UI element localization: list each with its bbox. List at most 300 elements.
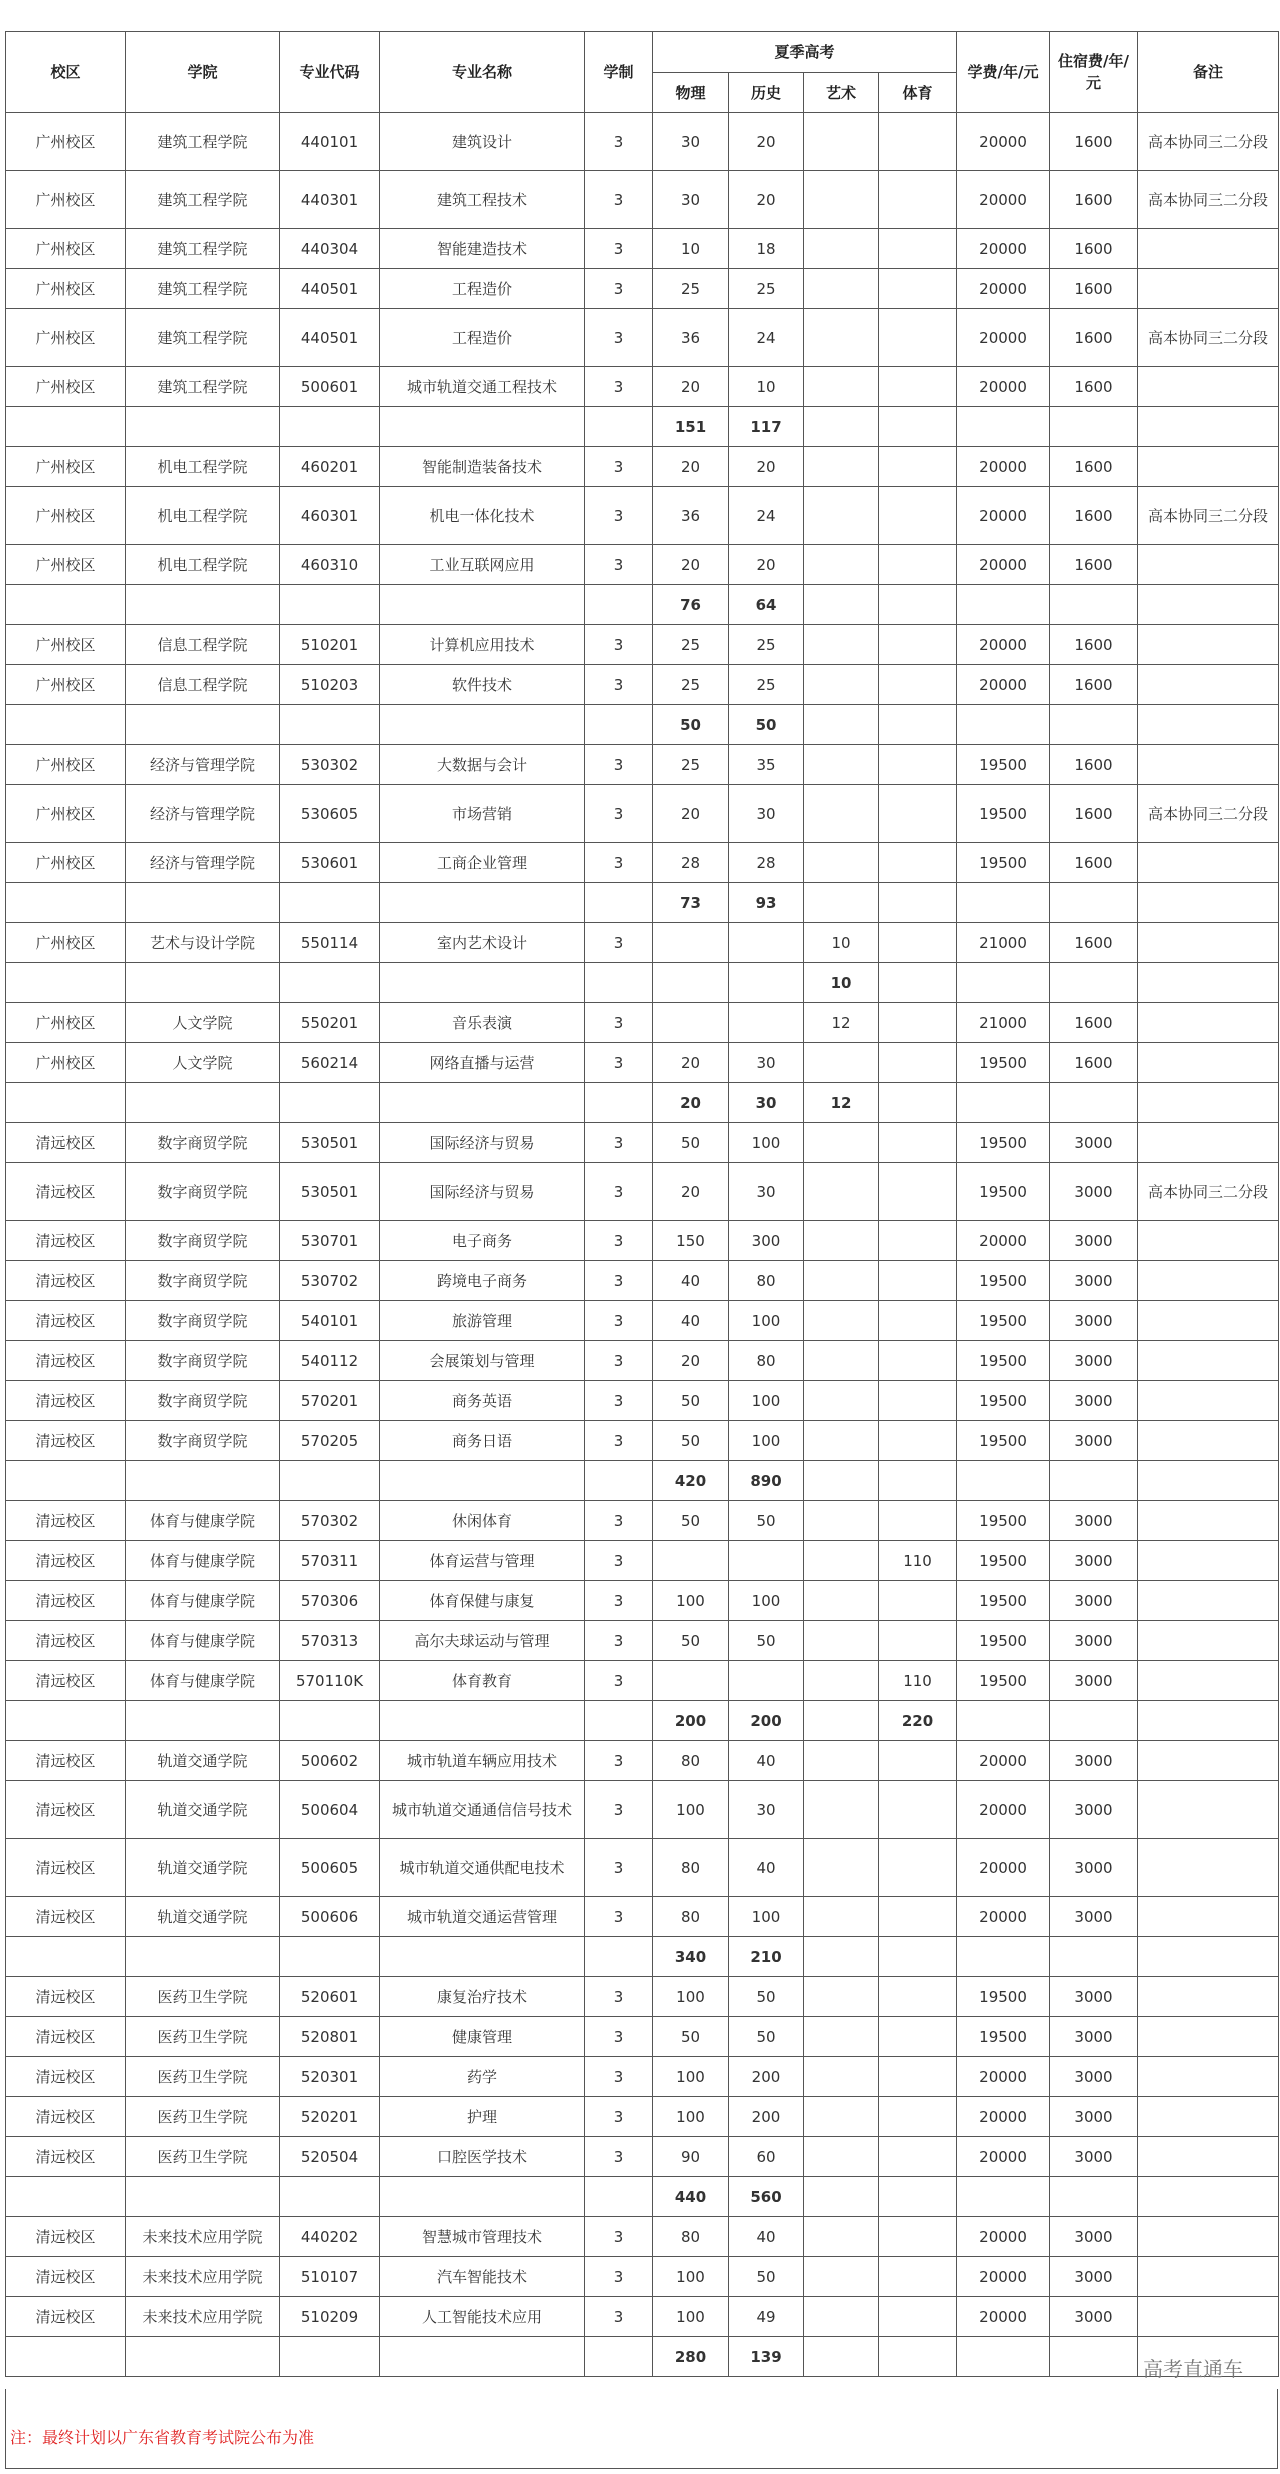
table-row <box>6 2217 1279 2257</box>
cell-college: 机电工程学院 <box>126 487 280 545</box>
cell-history <box>729 963 804 1003</box>
cell-years <box>585 1937 653 1977</box>
cell-college: 医药卫生学院 <box>126 1977 280 2017</box>
cell-tuition: 20000 <box>957 625 1050 665</box>
cell-history: 30 <box>729 1043 804 1083</box>
cell-years: 3 <box>585 665 653 705</box>
cell-major: 国际经济与贸易 <box>380 1123 585 1163</box>
cell-code: 520801 <box>280 2017 380 2057</box>
cell-major <box>380 1083 585 1123</box>
cell-art <box>804 2337 879 2377</box>
cell-college <box>126 585 280 625</box>
cell-tuition: 20000 <box>957 309 1050 367</box>
cell-dorm <box>1050 963 1138 1003</box>
cell-major: 护理 <box>380 2097 585 2137</box>
cell-years: 3 <box>585 269 653 309</box>
cell-physics: 36 <box>653 309 729 367</box>
cell-college: 轨道交通学院 <box>126 1741 280 1781</box>
cell-physics: 90 <box>653 2137 729 2177</box>
cell-sport <box>879 407 957 447</box>
cell-sport <box>879 1003 957 1043</box>
cell-history: 25 <box>729 665 804 705</box>
cell-history: 28 <box>729 843 804 883</box>
table-row <box>6 487 1279 545</box>
table-row <box>6 113 1279 171</box>
cell-dorm: 3000 <box>1050 1221 1138 1261</box>
cell-college: 数字商贸学院 <box>126 1163 280 1221</box>
cell-history: 200 <box>729 1701 804 1741</box>
table-row <box>6 1781 1279 1839</box>
cell-major: 城市轨道交通工程技术 <box>380 367 585 407</box>
cell-years: 3 <box>585 1741 653 1781</box>
cell-tuition <box>957 2337 1050 2377</box>
cell-code: 570201 <box>280 1381 380 1421</box>
cell-sport <box>879 269 957 309</box>
cell-major: 会展策划与管理 <box>380 1341 585 1381</box>
cell-college: 数字商贸学院 <box>126 1341 280 1381</box>
cell-code: 500602 <box>280 1741 380 1781</box>
cell-art <box>804 1163 879 1221</box>
cell-years: 3 <box>585 2097 653 2137</box>
cell-years <box>585 883 653 923</box>
cell-tuition: 20000 <box>957 269 1050 309</box>
cell-campus: 清远校区 <box>6 1221 126 1261</box>
cell-remark <box>1138 545 1279 585</box>
cell-code <box>280 1461 380 1501</box>
cell-remark <box>1138 1341 1279 1381</box>
cell-art: 10 <box>804 923 879 963</box>
cell-history <box>729 1541 804 1581</box>
cell-history: 100 <box>729 1301 804 1341</box>
cell-college: 体育与健康学院 <box>126 1621 280 1661</box>
header-tuition: 学费/年/元 <box>957 32 1050 113</box>
table-row <box>6 171 1279 229</box>
cell-remark <box>1138 1661 1279 1701</box>
cell-history: 25 <box>729 269 804 309</box>
cell-history: 50 <box>729 1977 804 2017</box>
cell-remark <box>1138 1301 1279 1341</box>
cell-tuition: 20000 <box>957 171 1050 229</box>
cell-art <box>804 1221 879 1261</box>
cell-years: 3 <box>585 1781 653 1839</box>
subtotal-row <box>6 2337 1279 2377</box>
cell-remark <box>1138 705 1279 745</box>
cell-sport <box>879 1741 957 1781</box>
cell-history: 139 <box>729 2337 804 2377</box>
cell-major: 计算机应用技术 <box>380 625 585 665</box>
cell-campus: 广州校区 <box>6 269 126 309</box>
cell-remark <box>1138 1621 1279 1661</box>
table-row <box>6 545 1279 585</box>
footnote <box>5 2389 1278 2469</box>
cell-campus: 清远校区 <box>6 2297 126 2337</box>
cell-campus: 广州校区 <box>6 171 126 229</box>
cell-art <box>804 1839 879 1897</box>
cell-dorm: 1600 <box>1050 447 1138 487</box>
cell-remark <box>1138 407 1279 447</box>
cell-dorm: 1600 <box>1050 785 1138 843</box>
cell-sport <box>879 883 957 923</box>
cell-college <box>126 1937 280 1977</box>
cell-tuition: 19500 <box>957 1123 1050 1163</box>
table-row <box>6 1221 1279 1261</box>
cell-remark <box>1138 625 1279 665</box>
cell-dorm: 3000 <box>1050 2257 1138 2297</box>
cell-years: 3 <box>585 447 653 487</box>
cell-years: 3 <box>585 1661 653 1701</box>
cell-years <box>585 1461 653 1501</box>
table-body <box>6 113 1279 2377</box>
cell-sport <box>879 1123 957 1163</box>
cell-years: 3 <box>585 1839 653 1897</box>
cell-major: 城市轨道交通通信信号技术 <box>380 1781 585 1839</box>
cell-art <box>804 447 879 487</box>
cell-remark <box>1138 585 1279 625</box>
cell-tuition: 20000 <box>957 665 1050 705</box>
cell-sport <box>879 843 957 883</box>
cell-art <box>804 2177 879 2217</box>
cell-dorm <box>1050 1083 1138 1123</box>
cell-sport <box>879 487 957 545</box>
cell-sport <box>879 1461 957 1501</box>
cell-code: 500604 <box>280 1781 380 1839</box>
cell-history: 93 <box>729 883 804 923</box>
cell-campus: 广州校区 <box>6 229 126 269</box>
cell-physics: 200 <box>653 1701 729 1741</box>
cell-campus: 清远校区 <box>6 1301 126 1341</box>
cell-years: 3 <box>585 113 653 171</box>
cell-art <box>804 407 879 447</box>
cell-physics: 25 <box>653 625 729 665</box>
cell-campus <box>6 2337 126 2377</box>
cell-campus: 清远校区 <box>6 2137 126 2177</box>
cell-sport <box>879 963 957 1003</box>
cell-history: 30 <box>729 1083 804 1123</box>
cell-physics <box>653 963 729 1003</box>
cell-art <box>804 1501 879 1541</box>
cell-campus: 广州校区 <box>6 923 126 963</box>
cell-code: 530605 <box>280 785 380 843</box>
cell-history: 300 <box>729 1221 804 1261</box>
cell-sport <box>879 1897 957 1937</box>
cell-code: 520301 <box>280 2057 380 2097</box>
cell-dorm: 1600 <box>1050 843 1138 883</box>
cell-major: 城市轨道交通运营管理 <box>380 1897 585 1937</box>
cell-major: 室内艺术设计 <box>380 923 585 963</box>
cell-major: 工程造价 <box>380 309 585 367</box>
cell-dorm: 3000 <box>1050 1541 1138 1581</box>
cell-history <box>729 1003 804 1043</box>
cell-major: 软件技术 <box>380 665 585 705</box>
table-row <box>6 367 1279 407</box>
cell-major: 商务日语 <box>380 1421 585 1461</box>
cell-code <box>280 963 380 1003</box>
header-physics: 物理 <box>653 73 729 113</box>
cell-art: 12 <box>804 1003 879 1043</box>
cell-sport <box>879 2057 957 2097</box>
cell-years <box>585 963 653 1003</box>
cell-art <box>804 785 879 843</box>
cell-tuition: 20000 <box>957 2297 1050 2337</box>
table-row <box>6 2297 1279 2337</box>
cell-art <box>804 309 879 367</box>
cell-dorm: 3000 <box>1050 1261 1138 1301</box>
cell-campus <box>6 1937 126 1977</box>
cell-years <box>585 2337 653 2377</box>
cell-history <box>729 923 804 963</box>
cell-major: 高尔夫球运动与管理 <box>380 1621 585 1661</box>
cell-dorm: 3000 <box>1050 1781 1138 1839</box>
subtotal-row <box>6 1461 1279 1501</box>
cell-college: 信息工程学院 <box>126 665 280 705</box>
cell-dorm <box>1050 1461 1138 1501</box>
cell-history: 20 <box>729 447 804 487</box>
cell-tuition: 19500 <box>957 1341 1050 1381</box>
cell-physics: 100 <box>653 2097 729 2137</box>
cell-code: 530702 <box>280 1261 380 1301</box>
cell-code: 440304 <box>280 229 380 269</box>
cell-sport <box>879 785 957 843</box>
cell-sport <box>879 171 957 229</box>
cell-college: 医药卫生学院 <box>126 2137 280 2177</box>
cell-tuition: 20000 <box>957 447 1050 487</box>
cell-tuition: 20000 <box>957 1839 1050 1897</box>
cell-college: 数字商贸学院 <box>126 1301 280 1341</box>
cell-tuition: 20000 <box>957 2217 1050 2257</box>
cell-remark <box>1138 1977 1279 2017</box>
cell-campus <box>6 2177 126 2217</box>
cell-physics: 20 <box>653 367 729 407</box>
cell-history: 80 <box>729 1341 804 1381</box>
cell-dorm <box>1050 1701 1138 1741</box>
cell-sport <box>879 1937 957 1977</box>
cell-college: 未来技术应用学院 <box>126 2257 280 2297</box>
table-row <box>6 1741 1279 1781</box>
cell-sport <box>879 2337 957 2377</box>
cell-tuition <box>957 1701 1050 1741</box>
cell-campus: 清远校区 <box>6 1581 126 1621</box>
cell-remark <box>1138 1261 1279 1301</box>
cell-history: 60 <box>729 2137 804 2177</box>
cell-years: 3 <box>585 1977 653 2017</box>
cell-sport <box>879 367 957 407</box>
cell-college: 建筑工程学院 <box>126 309 280 367</box>
cell-years: 3 <box>585 2137 653 2177</box>
cell-campus: 清远校区 <box>6 1977 126 2017</box>
cell-major: 智慧城市管理技术 <box>380 2217 585 2257</box>
cell-art <box>804 1977 879 2017</box>
cell-code: 460201 <box>280 447 380 487</box>
cell-history: 100 <box>729 1897 804 1937</box>
cell-sport <box>879 1221 957 1261</box>
cell-dorm: 3000 <box>1050 1163 1138 1221</box>
cell-code: 510209 <box>280 2297 380 2337</box>
cell-dorm: 1600 <box>1050 367 1138 407</box>
cell-dorm: 1600 <box>1050 171 1138 229</box>
cell-code: 560214 <box>280 1043 380 1083</box>
cell-physics: 20 <box>653 447 729 487</box>
cell-sport <box>879 447 957 487</box>
cell-years: 3 <box>585 1501 653 1541</box>
cell-major <box>380 2177 585 2217</box>
cell-art <box>804 1541 879 1581</box>
header-remark: 备注 <box>1138 32 1279 113</box>
cell-remark <box>1138 1043 1279 1083</box>
cell-art <box>804 2217 879 2257</box>
table-row <box>6 2257 1279 2297</box>
cell-tuition: 20000 <box>957 2097 1050 2137</box>
cell-art: 12 <box>804 1083 879 1123</box>
cell-physics: 100 <box>653 1581 729 1621</box>
cell-sport <box>879 1083 957 1123</box>
cell-sport <box>879 1421 957 1461</box>
cell-art <box>804 1741 879 1781</box>
cell-dorm <box>1050 407 1138 447</box>
cell-campus: 广州校区 <box>6 745 126 785</box>
cell-remark <box>1138 1421 1279 1461</box>
subtotal-row <box>6 883 1279 923</box>
cell-college: 经济与管理学院 <box>126 745 280 785</box>
cell-history: 200 <box>729 2057 804 2097</box>
cell-dorm <box>1050 1937 1138 1977</box>
cell-tuition: 19500 <box>957 1977 1050 2017</box>
cell-tuition: 19500 <box>957 1581 1050 1621</box>
cell-dorm: 3000 <box>1050 2057 1138 2097</box>
cell-physics: 20 <box>653 1163 729 1221</box>
cell-dorm: 1600 <box>1050 1043 1138 1083</box>
cell-physics: 80 <box>653 1897 729 1937</box>
cell-major: 康复治疗技术 <box>380 1977 585 2017</box>
cell-sport <box>879 1781 957 1839</box>
cell-major: 城市轨道交通供配电技术 <box>380 1839 585 1897</box>
cell-years: 3 <box>585 309 653 367</box>
cell-dorm: 3000 <box>1050 1501 1138 1541</box>
cell-dorm <box>1050 883 1138 923</box>
cell-campus: 清远校区 <box>6 2057 126 2097</box>
cell-years <box>585 407 653 447</box>
table-row <box>6 229 1279 269</box>
subtotal-row <box>6 1937 1279 1977</box>
table-row <box>6 1163 1279 1221</box>
cell-physics: 36 <box>653 487 729 545</box>
table-row <box>6 1541 1279 1581</box>
table-row <box>6 1501 1279 1541</box>
cell-history: 20 <box>729 545 804 585</box>
cell-dorm: 3000 <box>1050 1897 1138 1937</box>
cell-remark <box>1138 963 1279 1003</box>
cell-years: 3 <box>585 1381 653 1421</box>
cell-tuition: 20000 <box>957 487 1050 545</box>
cell-art <box>804 1341 879 1381</box>
table-row <box>6 2057 1279 2097</box>
cell-years: 3 <box>585 229 653 269</box>
cell-tuition: 20000 <box>957 2137 1050 2177</box>
cell-college <box>126 1461 280 1501</box>
cell-major: 大数据与会计 <box>380 745 585 785</box>
cell-years: 3 <box>585 1421 653 1461</box>
cell-code: 570302 <box>280 1501 380 1541</box>
cell-art <box>804 1123 879 1163</box>
cell-code <box>280 407 380 447</box>
cell-physics: 50 <box>653 1501 729 1541</box>
cell-code: 500606 <box>280 1897 380 1937</box>
table-row <box>6 843 1279 883</box>
cell-college: 人文学院 <box>126 1003 280 1043</box>
cell-campus: 清远校区 <box>6 1781 126 1839</box>
cell-college <box>126 1701 280 1741</box>
cell-campus: 清远校区 <box>6 1661 126 1701</box>
cell-code: 570205 <box>280 1421 380 1461</box>
cell-remark <box>1138 2257 1279 2297</box>
cell-art <box>804 1897 879 1937</box>
cell-major: 网络直播与运营 <box>380 1043 585 1083</box>
table-row <box>6 1897 1279 1937</box>
cell-sport <box>879 2097 957 2137</box>
subtotal-row <box>6 705 1279 745</box>
cell-code: 440501 <box>280 269 380 309</box>
cell-physics: 73 <box>653 883 729 923</box>
cell-remark <box>1138 665 1279 705</box>
cell-tuition: 19500 <box>957 1301 1050 1341</box>
cell-campus <box>6 407 126 447</box>
cell-major <box>380 585 585 625</box>
cell-art <box>804 1381 879 1421</box>
cell-major: 机电一体化技术 <box>380 487 585 545</box>
cell-art <box>804 883 879 923</box>
cell-art <box>804 1937 879 1977</box>
cell-art <box>804 1261 879 1301</box>
cell-dorm: 3000 <box>1050 1123 1138 1163</box>
cell-campus: 广州校区 <box>6 1043 126 1083</box>
cell-remark <box>1138 1221 1279 1261</box>
cell-tuition: 20000 <box>957 229 1050 269</box>
cell-physics: 50 <box>653 1123 729 1163</box>
cell-art <box>804 1581 879 1621</box>
cell-major: 智能建造技术 <box>380 229 585 269</box>
cell-art <box>804 1461 879 1501</box>
cell-years <box>585 1083 653 1123</box>
cell-code: 550201 <box>280 1003 380 1043</box>
cell-years: 3 <box>585 1897 653 1937</box>
cell-tuition: 19500 <box>957 1421 1050 1461</box>
cell-history: 25 <box>729 625 804 665</box>
cell-years: 3 <box>585 1221 653 1261</box>
cell-remark: 高本协同三二分段 <box>1138 113 1279 171</box>
cell-remark <box>1138 1839 1279 1897</box>
cell-years: 3 <box>585 1301 653 1341</box>
cell-tuition: 19500 <box>957 1661 1050 1701</box>
cell-dorm: 3000 <box>1050 1421 1138 1461</box>
cell-code: 570311 <box>280 1541 380 1581</box>
cell-years: 3 <box>585 2057 653 2097</box>
cell-major: 药学 <box>380 2057 585 2097</box>
cell-history: 210 <box>729 1937 804 1977</box>
cell-college: 建筑工程学院 <box>126 229 280 269</box>
cell-physics: 40 <box>653 1261 729 1301</box>
cell-physics: 420 <box>653 1461 729 1501</box>
cell-sport <box>879 1261 957 1301</box>
table-row <box>6 1661 1279 1701</box>
cell-major: 商务英语 <box>380 1381 585 1421</box>
cell-campus: 广州校区 <box>6 487 126 545</box>
cell-major: 建筑工程技术 <box>380 171 585 229</box>
cell-remark: 高本协同三二分段 <box>1138 487 1279 545</box>
cell-code: 440301 <box>280 171 380 229</box>
cell-remark <box>1138 229 1279 269</box>
table-row <box>6 1421 1279 1461</box>
cell-tuition: 20000 <box>957 1897 1050 1937</box>
cell-college: 经济与管理学院 <box>126 785 280 843</box>
